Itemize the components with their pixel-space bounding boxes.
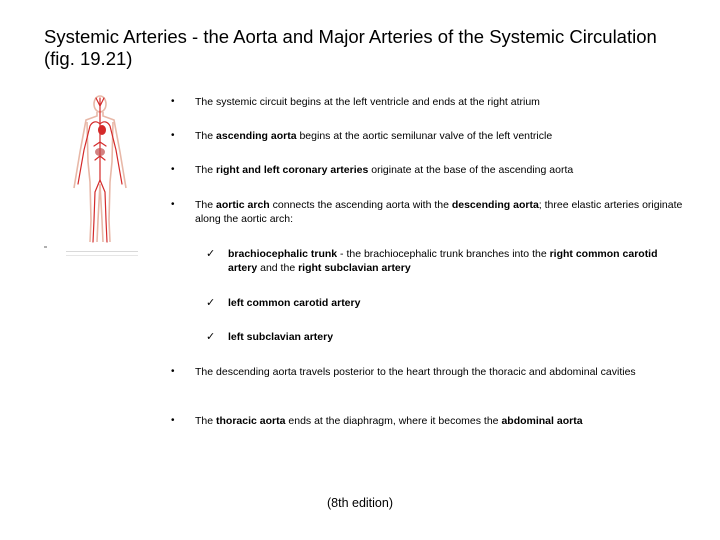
bullet-icon: • bbox=[171, 130, 175, 141]
check-icon: ✓ bbox=[206, 297, 216, 309]
figure-caption-line bbox=[66, 251, 138, 256]
sub-item-text: brachiocephalic trunk - the brachiocephalic trunk branches into the right common carotid artery and the right subclavian artery bbox=[228, 248, 658, 274]
bullet-icon: • bbox=[171, 96, 175, 107]
bullet-text: The ascending aorta begins at the aortic semilunar valve of the left ventricle bbox=[195, 130, 553, 142]
bullet-icon: • bbox=[171, 366, 175, 377]
slide-title: Systemic Arteries - the Aorta and Major Arteries of the Systemic Circulation (fig. 19.21) bbox=[44, 26, 657, 69]
sub-item-text: left common carotid artery bbox=[228, 297, 361, 309]
bullet-text: The systemic circuit begins at the left ventricle and ends at the right atrium bbox=[195, 96, 540, 108]
bullet-icon: • bbox=[171, 415, 175, 426]
sub-item-text: left subclavian artery bbox=[228, 331, 334, 343]
circulatory-system-figure bbox=[60, 92, 140, 252]
bullet-icon: • bbox=[171, 199, 175, 210]
edition-note: (8th edition) bbox=[326, 496, 393, 510]
bullet-text: The thoracic aorta ends at the diaphragm, where it becomes the abdominal aorta bbox=[195, 415, 583, 427]
bullet-text: The aortic arch connects the ascending aorta with the descending aorta; three elastic arteries originate along the aortic arch: bbox=[195, 199, 683, 225]
bullet-text: The right and left coronary arteries originate at the base of the ascending aorta bbox=[195, 164, 574, 176]
bullet-icon: • bbox=[171, 164, 175, 175]
check-icon: ✓ bbox=[206, 331, 216, 343]
figure-mark bbox=[44, 246, 47, 248]
check-icon: ✓ bbox=[206, 248, 216, 260]
bullet-text: The descending aorta travels posterior to the heart through the thoracic and abdominal cavities bbox=[195, 366, 636, 378]
